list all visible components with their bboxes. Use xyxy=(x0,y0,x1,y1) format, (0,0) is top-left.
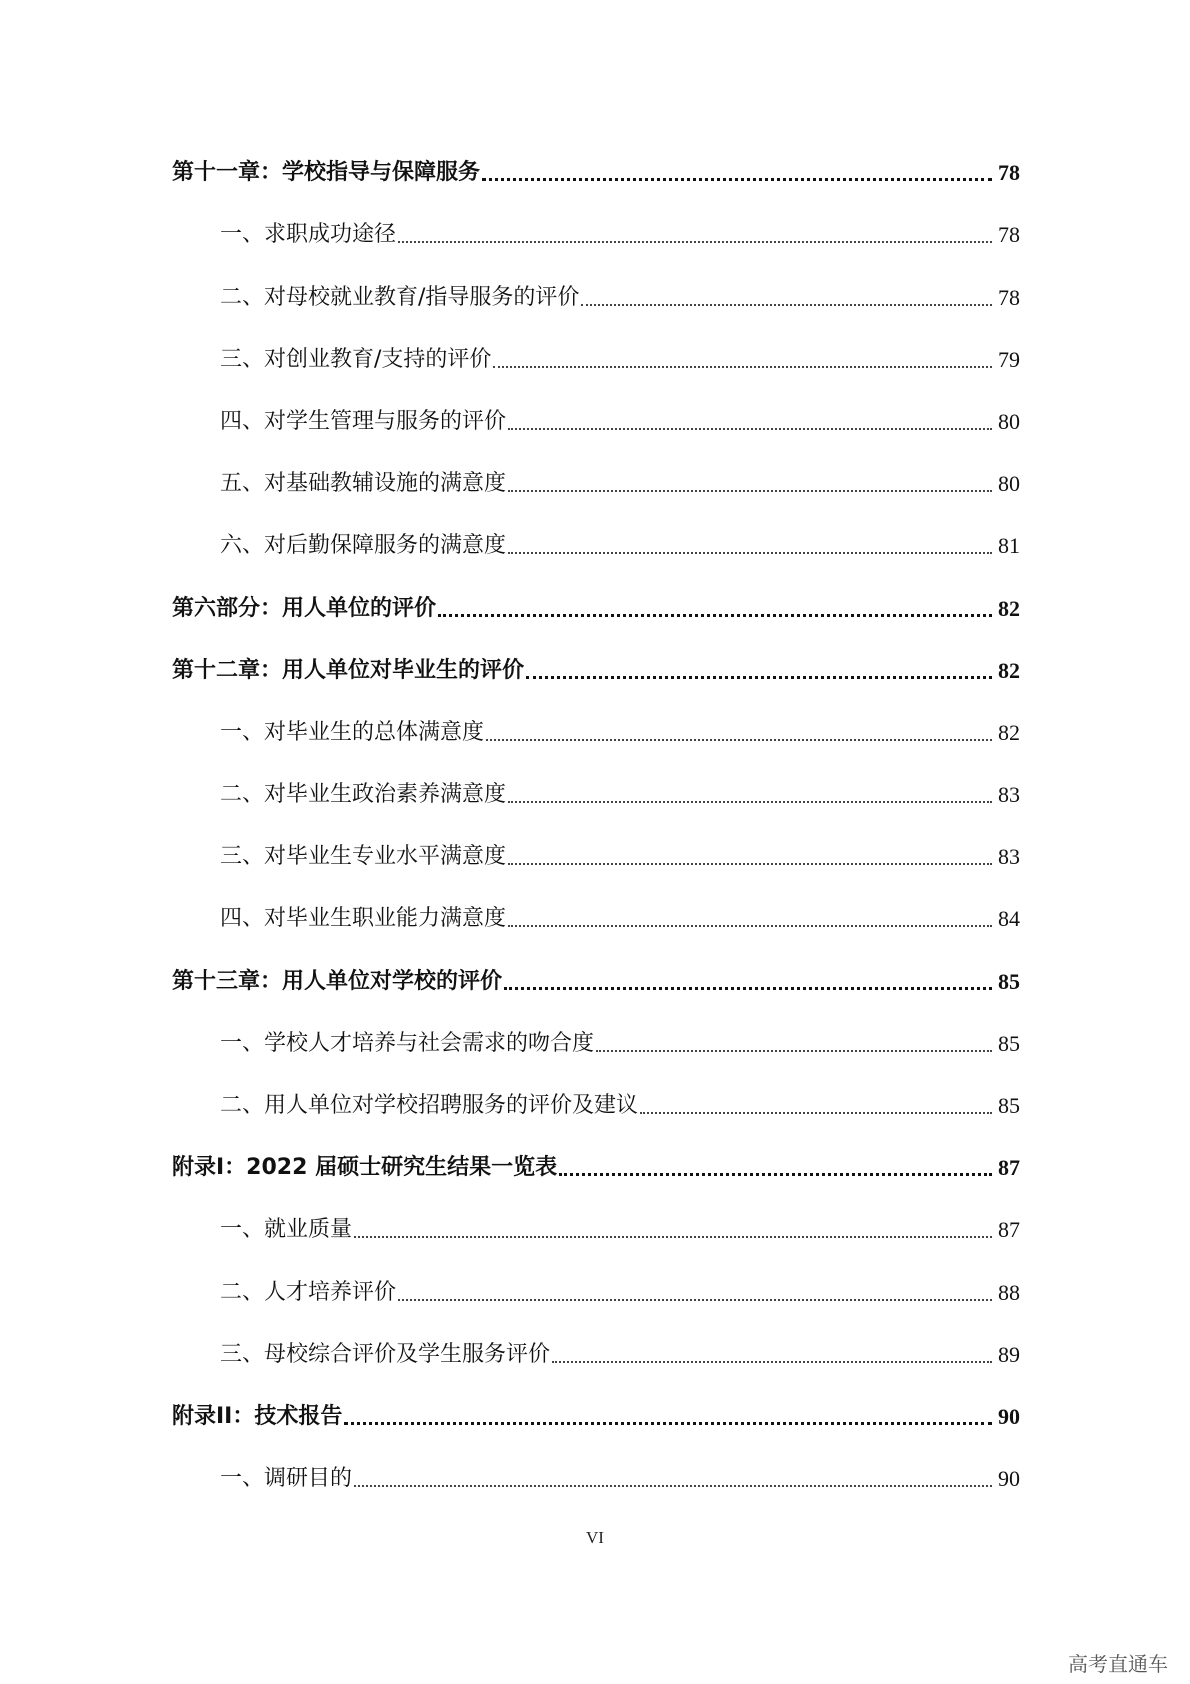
toc-entry-title: 附录II：技术报告 xyxy=(172,1403,343,1429)
toc-entry-title: 三、对创业教育/支持的评价 xyxy=(220,346,492,372)
toc-dot-leader xyxy=(508,801,992,803)
toc-dot-leader xyxy=(486,739,992,741)
toc-entry-title: 二、用人单位对学校招聘服务的评价及建议 xyxy=(220,1093,639,1118)
toc-entry-title: 一、学校人才培养与社会需求的吻合度 xyxy=(220,1030,595,1056)
toc-dot-leader xyxy=(508,863,992,865)
toc-entry-title: 第六部分：用人单位的评价 xyxy=(172,595,437,621)
toc-entry-section[interactable] xyxy=(172,1201,1020,1263)
toc-entry-section[interactable] xyxy=(172,766,1020,828)
toc-dot-leader xyxy=(526,676,992,679)
page-number: VI xyxy=(586,1528,604,1547)
toc-entry-page-number: 90 xyxy=(998,1403,1020,1429)
toc-entry-section[interactable] xyxy=(172,1263,1020,1325)
toc-entry-section[interactable] xyxy=(172,828,1020,890)
toc-dot-leader xyxy=(508,490,992,492)
toc-entry-page-number: 84 xyxy=(998,906,1020,932)
toc-entry-title: 三、母校综合评价及学生服务评价 xyxy=(220,1341,551,1367)
toc-entry-title: 二、对毕业生政治素养满意度 xyxy=(220,782,507,808)
toc-dot-leader xyxy=(552,1361,992,1363)
toc-entry-page-number: 82 xyxy=(998,595,1020,621)
toc-entry-page-number: 85 xyxy=(998,968,1020,994)
toc-dot-leader xyxy=(354,1485,992,1487)
toc-entry-title: 第十二章：用人单位对毕业生的评价 xyxy=(172,657,525,683)
toc-entry-page-number: 88 xyxy=(998,1279,1020,1305)
toc-entry-title: 六、对后勤保障服务的满意度 xyxy=(220,533,507,559)
toc-entry-section[interactable] xyxy=(172,704,1020,766)
toc-entry-title: 一、求职成功途径 xyxy=(220,222,397,248)
toc-dot-leader xyxy=(508,925,992,927)
toc-entry-page-number: 85 xyxy=(998,1030,1020,1056)
toc-entry-title: 四、对毕业生职业能力满意度 xyxy=(220,906,507,932)
toc-entry-title: 第十三章：用人单位对学校的评价 xyxy=(172,968,503,994)
toc-entry-section[interactable] xyxy=(172,1326,1020,1388)
toc-entry-section[interactable] xyxy=(172,206,1020,268)
toc-entry-page-number: 85 xyxy=(998,1093,1020,1118)
toc-dot-leader xyxy=(398,1299,992,1301)
toc-entry-title: 附录Ⅰ：2022 届硕士研究生结果一览表 xyxy=(172,1155,558,1181)
toc-dot-leader xyxy=(493,366,992,368)
toc-entry-page-number: 82 xyxy=(998,719,1020,745)
toc-entry-page-number: 83 xyxy=(998,844,1020,870)
toc-entry-section[interactable] xyxy=(172,331,1020,393)
toc-dot-leader xyxy=(482,178,992,181)
toc-entry-section[interactable] xyxy=(172,1450,1020,1512)
toc-entry-section[interactable] xyxy=(172,890,1020,952)
toc-entry-page-number: 90 xyxy=(998,1466,1020,1492)
toc-entry-title: 五、对基础教辅设施的满意度 xyxy=(220,471,507,497)
toc-dot-leader xyxy=(344,1422,992,1425)
toc-dot-leader xyxy=(596,1050,992,1052)
toc-entry-page-number: 83 xyxy=(998,782,1020,808)
toc-dot-leader xyxy=(508,428,992,430)
toc-dot-leader xyxy=(438,614,992,617)
toc-entry-page-number: 78 xyxy=(998,284,1020,310)
toc-entry-title: 二、人才培养评价 xyxy=(220,1279,397,1305)
toc-dot-leader xyxy=(398,241,992,243)
toc-dot-leader xyxy=(508,552,992,554)
toc-entry-title: 二、对母校就业教育/指导服务的评价 xyxy=(220,284,580,310)
toc-entry-page-number: 89 xyxy=(998,1341,1020,1367)
toc-entry-section[interactable] xyxy=(172,455,1020,517)
toc-entry-section[interactable] xyxy=(172,517,1020,579)
toc-dot-leader xyxy=(581,304,992,306)
toc-dot-leader xyxy=(640,1112,992,1114)
watermark-text: 高考直通车 xyxy=(1068,1652,1168,1676)
toc-entry-title: 一、调研目的 xyxy=(220,1466,353,1492)
toc-entry-title: 一、就业质量 xyxy=(220,1217,353,1243)
toc-entry-section[interactable] xyxy=(172,1015,1020,1077)
toc-entry-chapter[interactable] xyxy=(172,579,1020,641)
toc-entry-page-number: 80 xyxy=(998,408,1020,434)
toc-entry-page-number: 80 xyxy=(998,471,1020,497)
toc-entry-chapter[interactable] xyxy=(172,1388,1020,1450)
toc-dot-leader xyxy=(559,1173,992,1176)
toc-entry-chapter[interactable] xyxy=(172,952,1020,1014)
toc-entry-chapter[interactable] xyxy=(172,1139,1020,1201)
toc-dot-leader xyxy=(354,1236,992,1238)
toc-entry-chapter[interactable] xyxy=(172,642,1020,704)
toc-dot-leader xyxy=(504,987,992,990)
toc-entry-section[interactable] xyxy=(172,393,1020,455)
toc-entry-title: 四、对学生管理与服务的评价 xyxy=(220,408,507,434)
toc-entry-section[interactable] xyxy=(172,1077,1020,1139)
table-of-contents xyxy=(172,144,1020,1512)
toc-entry-page-number: 87 xyxy=(998,1155,1020,1181)
toc-entry-page-number: 87 xyxy=(998,1217,1020,1243)
toc-entry-chapter[interactable] xyxy=(172,144,1020,206)
toc-entry-page-number: 82 xyxy=(998,657,1020,683)
toc-entry-title: 第十一章：学校指导与保障服务 xyxy=(172,160,481,186)
toc-entry-page-number: 78 xyxy=(998,160,1020,186)
toc-entry-page-number: 81 xyxy=(998,533,1020,559)
toc-entry-page-number: 78 xyxy=(998,222,1020,248)
toc-entry-page-number: 79 xyxy=(998,346,1020,372)
toc-entry-section[interactable] xyxy=(172,268,1020,330)
toc-entry-title: 一、对毕业生的总体满意度 xyxy=(220,719,485,745)
toc-entry-title: 三、对毕业生专业水平满意度 xyxy=(220,844,507,870)
